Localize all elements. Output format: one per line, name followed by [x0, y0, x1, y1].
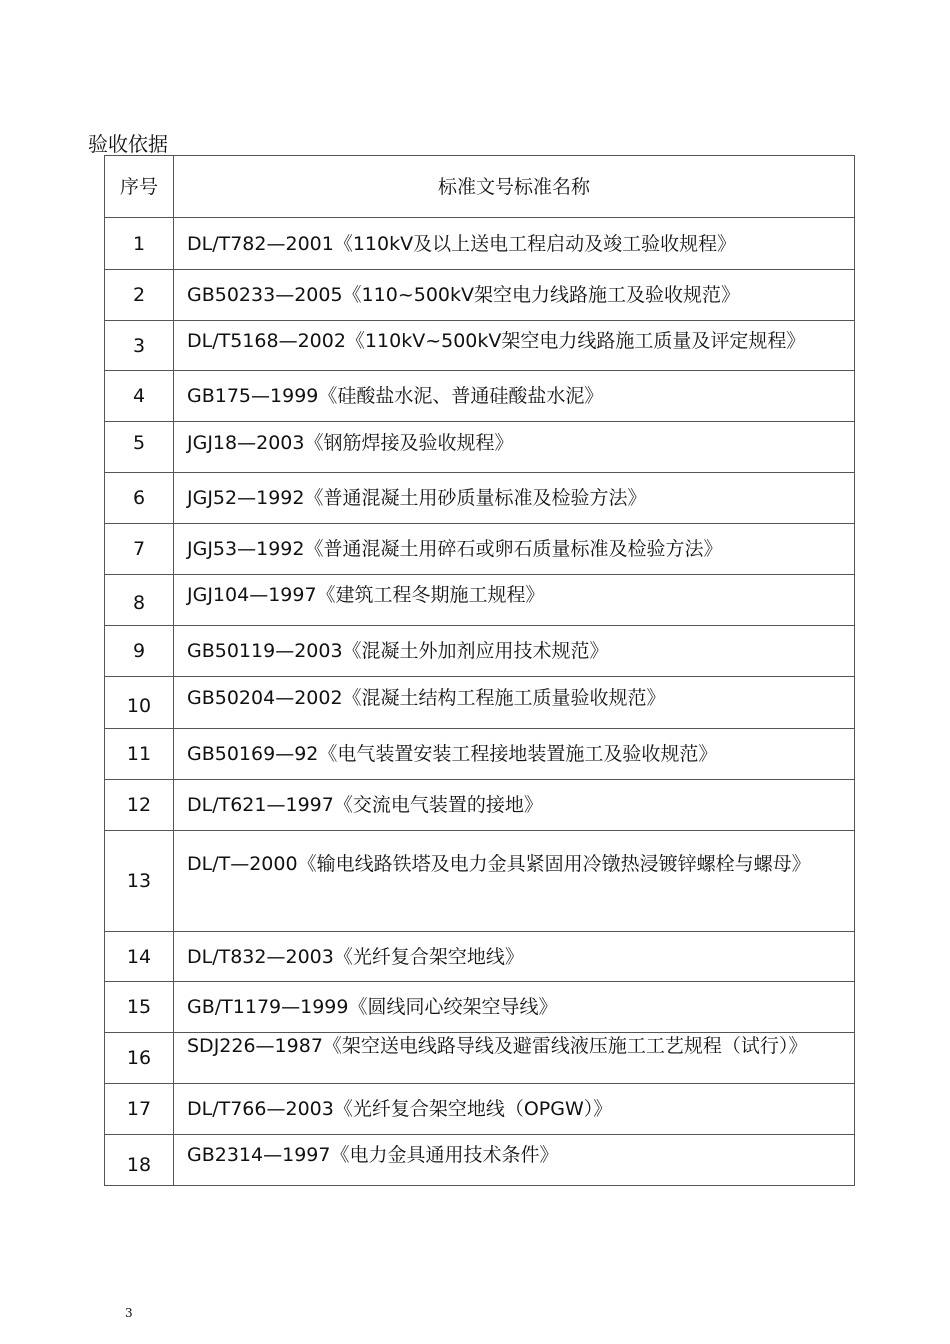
table-row: [105, 575, 855, 626]
table-body: [105, 218, 855, 1186]
table-row: [105, 1135, 855, 1186]
table-row: [105, 218, 855, 270]
standard-name: DL/T—2000《输电线路铁塔及电力金具紧固用冷镦热浸镀锌螺栓与螺母》: [174, 831, 855, 932]
table-row: [105, 321, 855, 371]
row-number: 5: [105, 422, 174, 473]
standard-name: GB50169—92《电气装置安装工程接地装置施工及验收规范》: [174, 729, 855, 780]
row-number: 2: [105, 270, 174, 321]
standards-table: [104, 155, 855, 1186]
standard-name: GB175—1999《硅酸盐水泥、普通硅酸盐水泥》: [174, 371, 855, 422]
table-row: [105, 422, 855, 473]
row-number: 17: [105, 1084, 174, 1135]
standard-name: DL/T832—2003《光纤复合架空地线》: [174, 932, 855, 982]
standard-name: SDJ226—1987《架空送电线路导线及避雷线液压施工工艺规程（试行）》: [174, 1033, 855, 1084]
table-row: [105, 780, 855, 831]
standard-name: JGJ52—1992《普通混凝土用砂质量标准及检验方法》: [174, 473, 855, 524]
table-row: [105, 677, 855, 729]
table-row: [105, 1033, 855, 1084]
standard-name: GB50204—2002《混凝土结构工程施工质量验收规范》: [174, 677, 855, 729]
standard-name: DL/T766—2003《光纤复合架空地线（OPGW）》: [174, 1084, 855, 1135]
standard-name: GB2314—1997《电力金具通用技术条件》: [174, 1135, 855, 1186]
row-number: 13: [105, 831, 174, 932]
row-number: 8: [105, 575, 174, 626]
row-number: 9: [105, 626, 174, 677]
table-row: [105, 371, 855, 422]
standard-name: DL/T5168—2002《110kV~500kV架空电力线路施工质量及评定规程》: [174, 321, 855, 371]
standard-name: JGJ53—1992《普通混凝土用碎石或卵石质量标准及检验方法》: [174, 524, 855, 575]
standard-name: GB50119—2003《混凝土外加剂应用技术规范》: [174, 626, 855, 677]
column-header-standard: 标准文号标准名称: [174, 156, 855, 218]
standard-name: DL/T621—1997《交流电气装置的接地》: [174, 780, 855, 831]
page-number: 3: [125, 1306, 133, 1320]
row-number: 14: [105, 932, 174, 982]
column-header-number: 序号: [105, 156, 174, 218]
standard-name: GB/T1179—1999《圆线同心绞架空导线》: [174, 982, 855, 1033]
standard-name: GB50233—2005《110~500kV架空电力线路施工及验收规范》: [174, 270, 855, 321]
row-number: 6: [105, 473, 174, 524]
section-heading: 验收依据: [88, 132, 168, 156]
standard-name: JGJ18—2003《钢筋焊接及验收规程》: [174, 422, 855, 473]
row-number: 11: [105, 729, 174, 780]
table-row: [105, 1084, 855, 1135]
table-row: [105, 270, 855, 321]
table-row: [105, 524, 855, 575]
row-number: 16: [105, 1033, 174, 1084]
table-row: [105, 473, 855, 524]
row-number: 1: [105, 218, 174, 270]
table-row: [105, 831, 855, 932]
row-number: 7: [105, 524, 174, 575]
row-number: 3: [105, 321, 174, 371]
standard-name: JGJ104—1997《建筑工程冬期施工规程》: [174, 575, 855, 626]
row-number: 4: [105, 371, 174, 422]
standard-name: DL/T782—2001《110kV及以上送电工程启动及竣工验收规程》: [174, 218, 855, 270]
table-row: [105, 932, 855, 982]
row-number: 12: [105, 780, 174, 831]
table-row: [105, 982, 855, 1033]
row-number: 15: [105, 982, 174, 1033]
table-row: [105, 626, 855, 677]
row-number: 10: [105, 677, 174, 729]
table-header-row: [105, 156, 855, 218]
table-row: [105, 729, 855, 780]
row-number: 18: [105, 1135, 174, 1186]
